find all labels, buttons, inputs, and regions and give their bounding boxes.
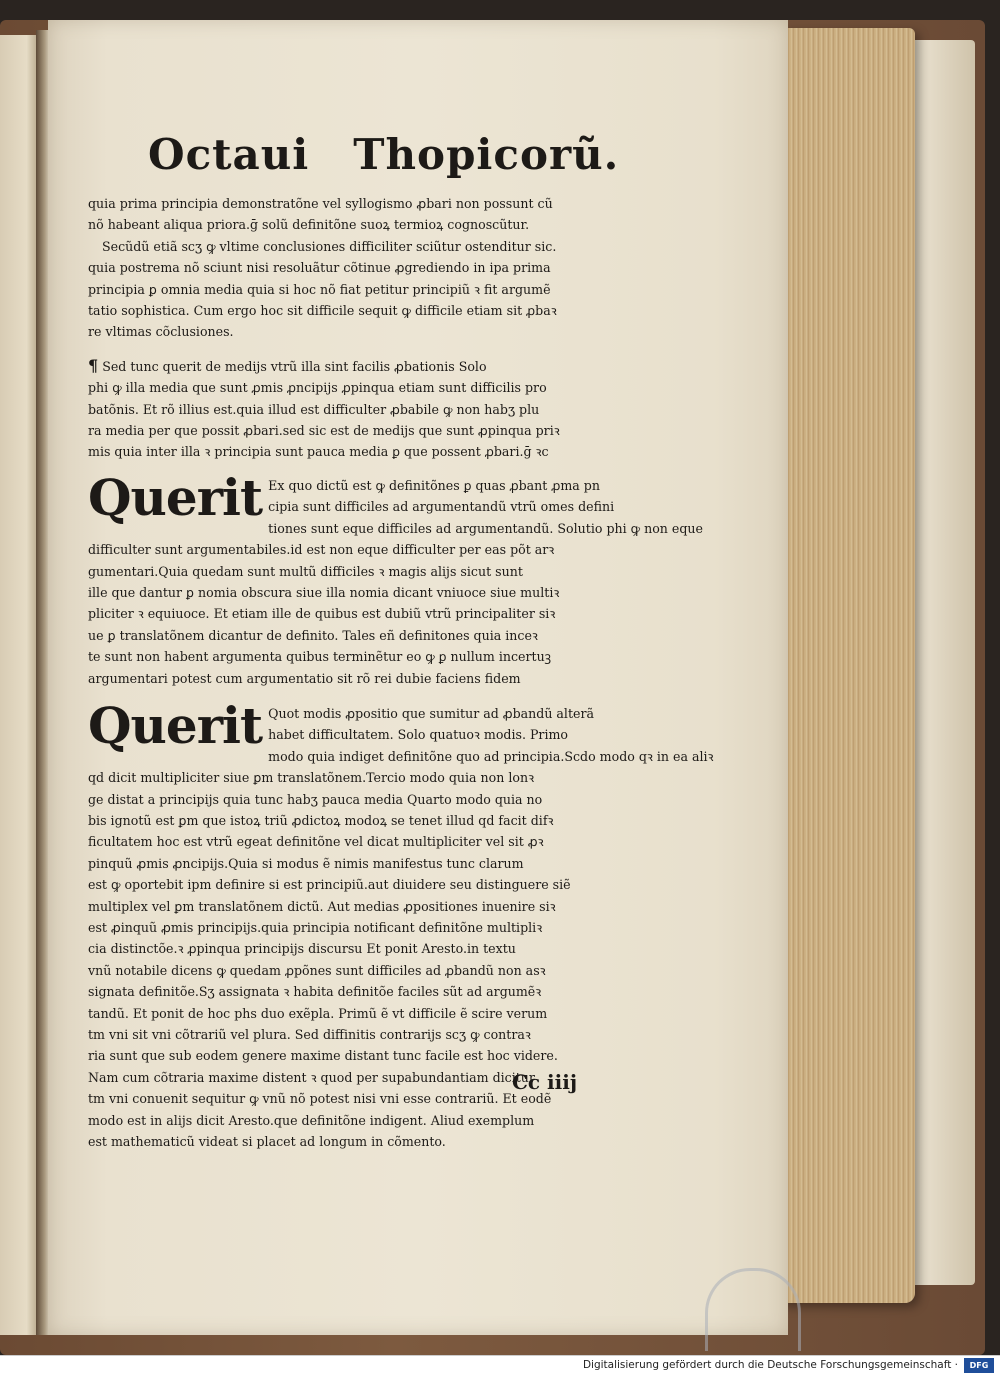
text-line: habet difficultatem. Solo quatuoꝛ modis. Primo [268,727,569,743]
text-line: principia ꝑ omnia media quia si hoc nõ fiat petitur principiũ ꝛ fit argumẽ [88,281,551,297]
text-line: modo quia indiget definitõne quo ad principia.Scdo modo qꝛ in ea aliꝛ [268,748,714,764]
pilcrow-mark: ¶ [88,355,99,375]
text-line: ille que dantur ꝑ nomia obscura siue illa nomia dicant vniuoce siue multiꝛ [88,584,560,600]
text-line: quia postrema nõ sciunt nisi resoluãtur cõtinue ꝓgrediendo in ipa prima [88,260,551,276]
decorated-initial: Querit [88,695,263,755]
text-line: argumentari potest cum argumentatio sit rõ rei dubie faciens fidem [88,670,521,686]
text-line: tm vni sit vni cõtrariũ vel plura. Sed diffinitis contrarijs scʒ ꝙ contraꝛ [88,1027,531,1043]
text-line: tiones sunt eque difficiles ad argumentandũ. Solutio phi ꝙ non eque [268,520,703,536]
page-clip [705,1268,801,1351]
folio-signature: Cc iiij [512,1070,578,1094]
page-stack-edge [780,28,915,1303]
text-line: Ex quo dictũ est ꝙ definitõnes ꝑ quas ꝓbant ꝓma pn [268,477,600,493]
text-line: vnũ notabile dicens ꝙ quedam ꝓpõnes sunt difficiles ad ꝓbandũ non asꝛ [88,962,546,978]
footer-credit: Digitalisierung gefördert durch die Deutsche Forschungsgemeinschaft · [582,1359,958,1371]
text-line: bis ignotũ est ꝑm que istoꝝ triũ ꝓdictoꝝ modoꝝ se tenet illud qd facit difꝛ [88,812,554,828]
left-page-edge [0,35,38,1335]
text-line: batõnis. Et rõ illius est.quia illud est difficulter ꝓbabile ꝙ non habʒ plu [88,401,540,417]
text-line: modo est in alijs dicit Aresto.que definitõne indigent. Aliud exemplum [88,1112,535,1128]
dfg-logo[interactable]: DFG [964,1358,994,1373]
text-line: Quot modis ꝓpositio que sumitur ad ꝓbandũ alterã [268,705,595,721]
text-line: quia prima principia demonstratõne vel syllogismo ꝓbari non possunt cũ [88,196,553,211]
footer-bar [0,1355,1000,1376]
text-line: est mathematicũ videat si placet ad longum in cõmento. [88,1134,446,1150]
text-line: ficultatem hoc est vtrũ egeat definitõne vel dicat multipliciter vel sit ꝓꝛ [88,834,544,850]
text-line: ra media per que possit ꝓbari.sed sic est de medijs que sunt ꝓpinqua priꝛ [88,423,560,439]
text-line: Nam cum cõtraria maxime distent ꝛ quod per supabundantiam dicitur [88,1069,535,1085]
text-line: est ꝙ oportebit ipm definire si est principiũ.aut diuidere seu distinguere siẽ [88,877,571,893]
text-line: est ꝓinquũ ꝓmis principijs.quia principia notificant definitõne multipliꝛ [88,920,543,935]
text-line: ge distat a principijs quia tunc habʒ pauca media Quarto modo quia no [88,791,543,807]
text-line: tatio sophistica. Cum ergo hoc sit difficile sequit ꝙ difficile etiam sit ꝓbaꝛ [88,303,557,319]
text-line: Secũdũ etiã scʒ ꝙ vltime conclusiones difficiliter sciũtur ostenditur sic. [102,238,557,254]
text-line: te sunt non habent argumenta quibus terminẽtur eo ꝙ ꝑ nullum incertuꝫ [88,649,552,665]
text-line: multiplex vel ꝑm translatõnem dictũ. Aut medias ꝓpositiones inuenire siꝛ [88,898,556,914]
decorated-initial: Querit [88,467,263,527]
paragraph [88,193,633,343]
text-line: ria sunt que sub eodem genere maxime distant tunc facile est hoc videre. [88,1048,558,1064]
running-head-word: Thopicorũ. [353,130,620,179]
text-line: mis quia inter illa ꝛ principia sunt pauca media ꝑ que possent ꝓbari.ḡ ꝛc [88,444,549,460]
text-line: pinquũ ꝓmis ꝓncipijs.Quia si modus ẽ nimis manifestus tunc clarum [88,855,524,871]
text-line: cia distinctõe.ꝛ ꝓpinqua principijs discursu Et ponit Aresto.in textu [88,941,516,957]
text-line: difficulter sunt argumentabiles.id est non eque difficulter per eas põt arꝛ [88,542,555,558]
text-line: cipia sunt difficiles ad argumentandũ vtrũ omes defini [268,499,615,515]
text-line: pliciter ꝛ equiuoce. Et etiam ille de quibus est dubiũ vtrũ principaliter siꝛ [88,606,556,622]
text-line: phi ꝙ illa media que sunt ꝓmis ꝓncipijs ꝓpinqua etiam sunt difficilis pro [88,380,547,396]
text-line: signata definitõe.Sʒ assignata ꝛ habita definitõe faciles sũt ad argumẽꝛ [88,984,542,1000]
running-head-word: Octaui [148,130,310,179]
text-line: re vltimas cõclusiones. [88,324,234,340]
text-line: tm vni conuenit sequitur ꝙ vnũ nõ potest nisi vni esse contrariũ. Et eodẽ [88,1091,552,1107]
text-block [88,130,714,1166]
text-line: qd dicit multipliciter siue ꝑm translatõnem.Tercio modo quia non lonꝛ [88,770,535,786]
text-line: tandũ. Et ponit de hoc phs duo exẽpla. Primũ ẽ vt difficile ẽ scire verum [88,1005,548,1021]
queritur-section [88,467,703,689]
running-head [148,130,633,179]
text-line-content: Sed tunc querit de medijs vtrũ illa sint facilis ꝓbationis Solo [102,358,487,374]
text-line: ue ꝑ translatõnem dicantur de definito. Tales eñ definitones quia inceꝛ [88,627,538,643]
text-line: nõ habeant aliqua priora.ḡ solũ definitõne suoꝝ termioꝝ cognoscũtur. [88,217,530,233]
text-line [88,355,633,377]
text-line: gumentari.Quia quedam sunt multũ difficiles ꝛ magis alijs sicut sunt [88,563,523,579]
paragraph [88,355,633,463]
